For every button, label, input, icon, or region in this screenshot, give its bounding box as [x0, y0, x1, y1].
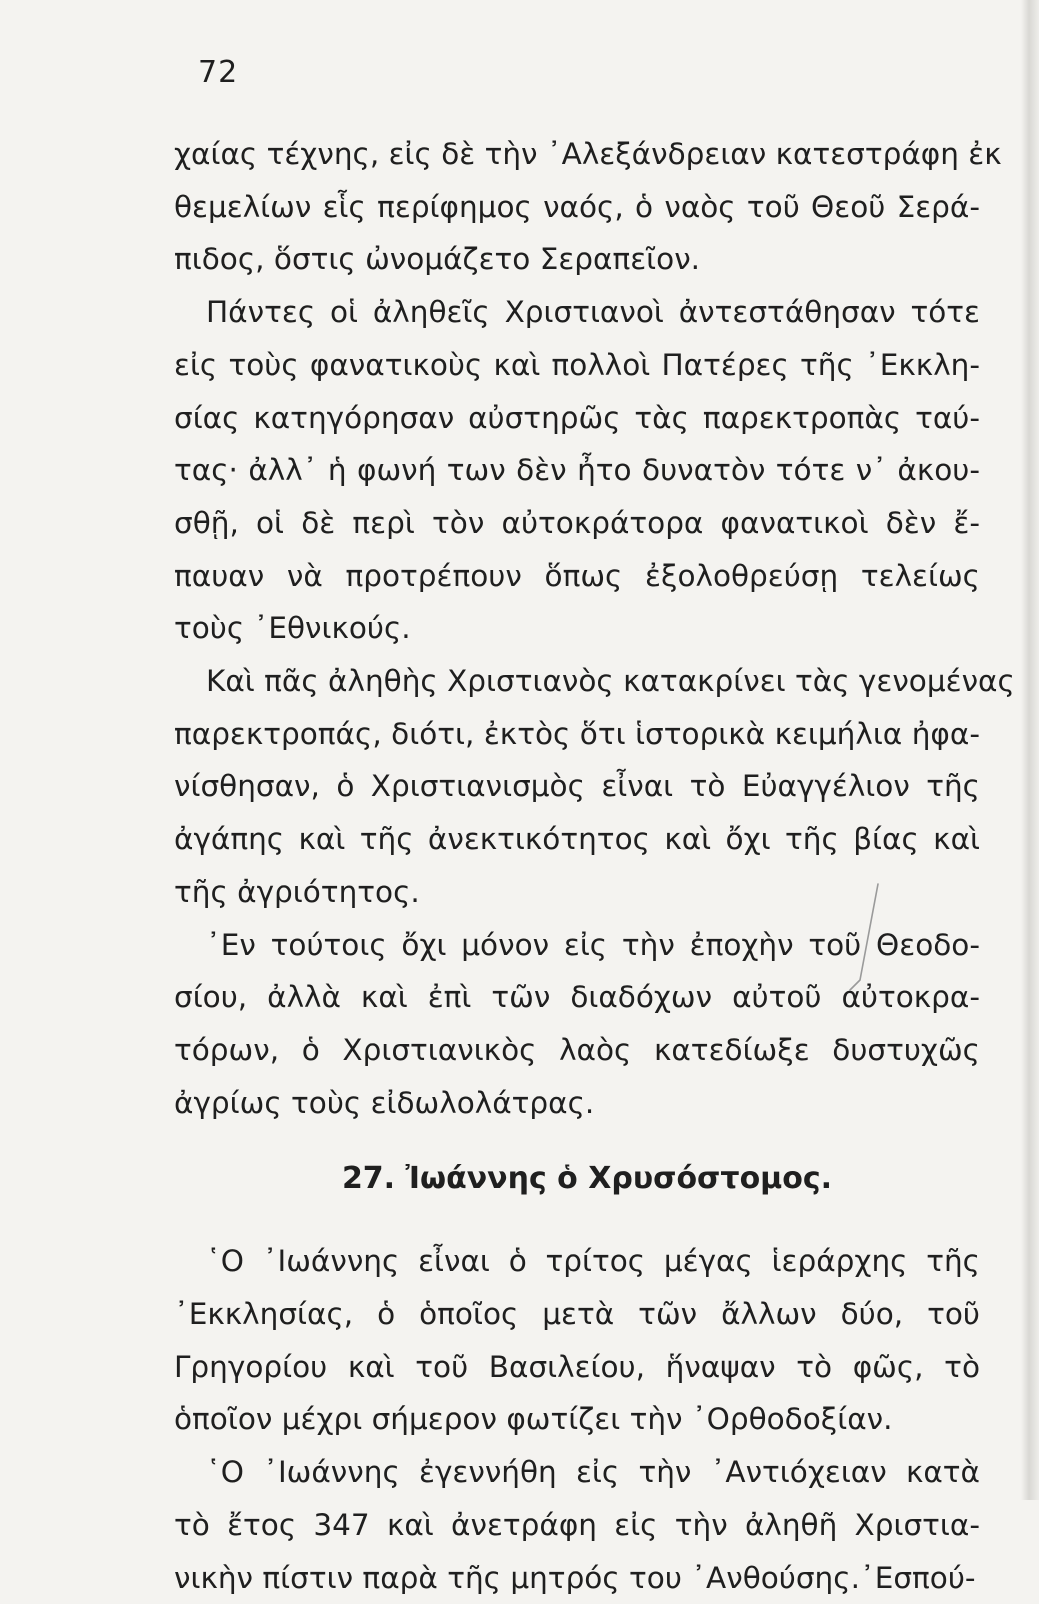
text-line: παυαν νὰ προτρέπουν ὅπως ἐξολοθρεύσῃ τελείως: [174, 558, 980, 593]
text-line: τὸ ἔτος 347 καὶ ἀνετράφη εἰς τὴν ἀληθῆ Χριστια-: [174, 1507, 980, 1542]
text-line: νικὴν πίστιν παρὰ τῆς μητρός του ᾿Ανθούσης.᾿Εσπού-: [174, 1560, 976, 1595]
page-edge-shadow: [1021, 0, 1039, 1500]
paragraph: [174, 1235, 980, 1446]
text-line: ἀγρίως τοὺς εἰδωλολάτρας.: [174, 1085, 595, 1120]
text-line: παρεκτροπάς, διότι, ἐκτὸς ὅτι ἱστορικὰ κειμήλια ἠφα-: [174, 716, 980, 751]
section-heading: 27. Ἰωάννης ὁ Χρυσόστομος.: [341, 1161, 833, 1197]
text-line: τας· ἀλλ᾿ ἡ φωνή των δὲν ἦτο δυνατὸν τότε ν᾿ ἀκου-: [174, 453, 980, 488]
text-line: νίσθησαν, ὁ Χριστιανισμὸς εἶναι τὸ Εὐαγγέλιον τῆς: [174, 769, 980, 804]
text-line: θεμελίων εἷς περίφημος ναός, ὁ ναὸς τοῦ Θεοῦ Σερά-: [174, 189, 980, 224]
paragraph: [174, 1446, 980, 1604]
page-text-block: [174, 128, 1015, 1604]
text-line: πιδος, ὅστις ὠνομάζετο Σεραπεῖον.: [174, 242, 701, 277]
text-line: τῆς ἀγριότητος.: [174, 874, 420, 909]
paragraph: [174, 286, 980, 655]
text-line: τόρων, ὁ Χριστιανικὸς λαὸς κατεδίωξε δυστυχῶς: [174, 1032, 980, 1067]
text-line: ἀγάπης καὶ τῆς ἀνεκτικότητος καὶ ὄχι τῆς βίας καὶ: [174, 822, 980, 857]
text-line: σίου, ἀλλὰ καὶ ἐπὶ τῶν διαδόχων αὐτοῦ αὐτοκρα-: [174, 980, 980, 1015]
text-line: ῾Ο ᾿Ιωάννης εἶναι ὁ τρίτος μέγας ἱεράρχης τῆς: [206, 1244, 980, 1279]
text-line: τοὺς ᾿Εθνικούς.: [174, 611, 411, 646]
text-line: Πάντες οἱ ἀληθεῖς Χριστιανοὶ ἀντεστάθησαν τότε: [206, 295, 980, 330]
page-number: 72: [198, 55, 239, 90]
text-line: ὁποῖον μέχρι σήμερον φωτίζει τὴν ᾿Ορθοδοξίαν.: [174, 1402, 893, 1437]
text-line: εἰς τοὺς φανατικοὺς καὶ πολλοὶ Πατέρες τῆς ᾿Εκκλη-: [174, 347, 980, 382]
text-line: σθῇ, οἱ δὲ περὶ τὸν αὐτοκράτορα φανατικοὶ δὲν ἔ-: [174, 505, 980, 540]
text-line: ᾿Εκκλησίας, ὁ ὁποῖος μετὰ τῶν ἄλλων δύο, τοῦ: [174, 1297, 980, 1332]
text-line: ῾Ο ᾿Ιωάννης ἐγεννήθη εἰς τὴν ᾿Αντιόχειαν κατὰ: [206, 1455, 980, 1490]
paragraph: [174, 655, 1015, 919]
text-line: σίας κατηγόρησαν αὐστηρῶς τὰς παρεκτροπὰς ταύ-: [174, 400, 980, 435]
text-after-heading: [174, 1235, 980, 1604]
text-line: Γρηγορίου καὶ τοῦ Βασιλείου, ἥναψαν τὸ φῶς, τὸ: [174, 1349, 980, 1384]
text-line: Καὶ πᾶς ἀληθὴς Χριστιανὸς κατακρίνει τὰς γενομένας: [206, 664, 1015, 699]
pencil-checkmark: [838, 882, 898, 997]
text-line: χαίας τέχνης, εἰς δὲ τὴν ᾿Αλεξάνδρειαν κατεστράφη ἐκ: [174, 137, 1002, 171]
text-line: ᾿Εν τούτοις ὄχι μόνον εἰς τὴν ἐποχὴν τοῦ Θεοδο-: [206, 927, 980, 962]
paragraph: [174, 128, 1002, 286]
